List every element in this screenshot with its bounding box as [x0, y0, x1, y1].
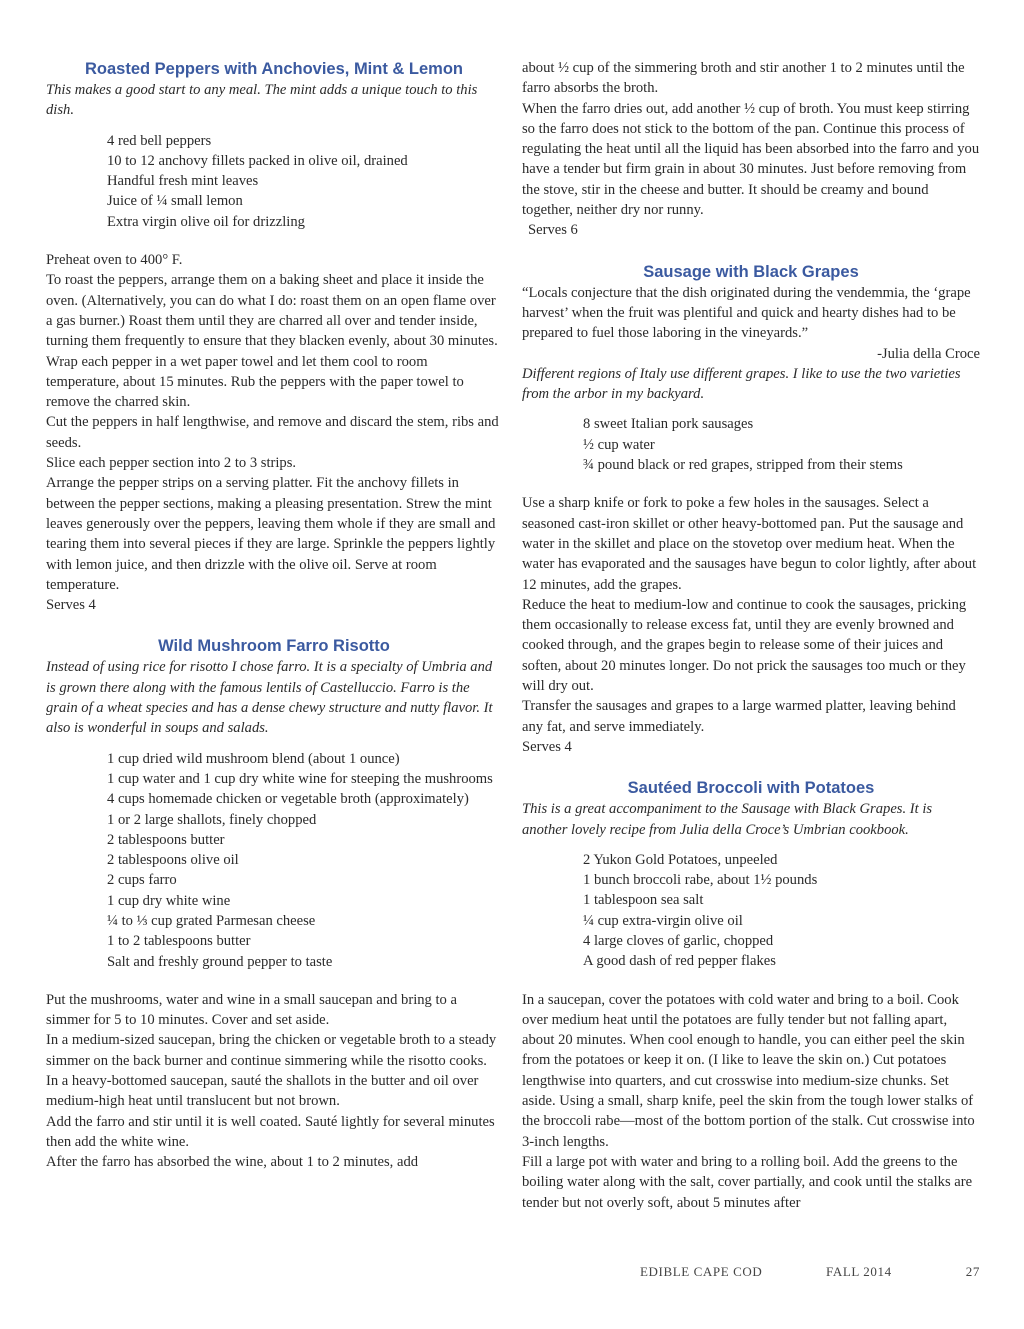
- ingredient-item: Handful fresh mint leaves: [107, 173, 259, 190]
- instruction-paragraph: Use a sharp knife or fork to poke a few holes in the sausages. Select a seasoned cast-iron skillet or other heavy-bottomed pan. Put the sausage and water in the skillet and place on the stovetop over medium heat. When the water has evaporated and the sausages have begun to color lightly, after about 12 minutes, add the grapes.: [522, 495, 977, 593]
- ingredient-list-risotto: [46, 749, 502, 972]
- ingredient-item: 4 large cloves of garlic, chopped: [583, 932, 774, 949]
- instruction-paragraph: When the farro dries out, add another ½ cup of broth. You must keep stirring so the farro does not stick to the bottom of the pan. Continue this process of regulating the heat until all the liquid has been absorbed into the farro and you have a tender but firm grain in about 30 minutes. Just before removing from the stove, stir in the cheese and butter. It should be creamy and bound together, neither dry nor runny.: [522, 100, 980, 219]
- issue-label: FALL 2014: [826, 1264, 892, 1279]
- recipe-title-risotto: Wild Mushroom Farro Risotto: [158, 637, 390, 656]
- instruction-paragraph: Wrap each pepper in a wet paper towel and let them cool to room temperature, about 15 minutes. Rub the peppers with the paper towel to remove the charred skin.: [46, 353, 464, 411]
- instruction-paragraph: Add the farro and stir until it is well coated. Sauté lightly for several minutes then add the white wine.: [46, 1113, 495, 1150]
- ingredient-item: 2 tablespoons butter: [107, 831, 225, 848]
- instruction-paragraph: After the farro has absorbed the wine, about 1 to 2 minutes, add: [46, 1154, 419, 1171]
- recipe-intro-risotto: Instead of using rice for risotto I chose farro. It is a specialty of Umbria and is grown there along with the famous lentils of Castelluccio. Farro is the grain of a wheat species and has a dense chewy structure and nutty flavor. It also is wonderful in soups and salads.: [46, 659, 493, 737]
- ingredient-item: 1 bunch broccoli rabe, about 1½ pounds: [583, 872, 818, 889]
- ingredient-item: Extra virgin olive oil for drizzling: [107, 213, 305, 230]
- right-column: [522, 58, 980, 1213]
- page-number: 27: [965, 1264, 980, 1279]
- ingredient-item: 1 cup water and 1 cup dry white wine for steeping the mushrooms: [107, 770, 493, 787]
- ingredient-item: 8 sweet Italian pork sausages: [583, 416, 754, 433]
- ingredient-item: ¼ to ⅓ cup grated Parmesan cheese: [107, 912, 316, 929]
- instruction-paragraph: Fill a large pot with water and bring to a rolling boil. Add the greens to the boiling water along with the salt, cover partially, and cook until the stalks are tender but not overly soft, about 5 minutes after: [522, 1153, 973, 1211]
- quote-attribution: -Julia della Croce: [877, 345, 980, 362]
- ingredient-item: 1 or 2 large shallots, finely chopped: [107, 811, 317, 828]
- publication-name: EDIBLE CAPE COD: [640, 1264, 763, 1279]
- recipe-title-broccoli: Sautéed Broccoli with Potatoes: [627, 779, 875, 798]
- ingredient-item: 2 tablespoons olive oil: [107, 852, 239, 869]
- ingredient-item: Salt and freshly ground pepper to taste: [107, 953, 333, 970]
- ingredient-item: ½ cup water: [583, 436, 655, 453]
- ingredient-list-sausage: [522, 414, 980, 475]
- ingredient-item: ¼ cup extra-virgin olive oil: [583, 912, 743, 929]
- instruction-paragraph: Arrange the pepper strips on a serving platter. Fit the anchovy fillets in between the pepper sections, making a pleasing presentation. Strew the mint leaves generously over the peppers, leaving them whole if they are small and tearing them into several pieces if they are large. Sprinkle the peppers lightly with lemon juice, and then drizzle with the olive oil. Serve at room temperature.: [46, 475, 496, 593]
- instruction-paragraph: To roast the peppers, arrange them on a baking sheet and place it inside the oven. (Alternatively, you can do what I do: roast them on an open flame over a gas burner.) Roast them until they are charred all over and tender inside, turning them frequently to ensure that they blacken evenly, about 30 minutes.: [46, 272, 498, 350]
- serves-note-risotto: Serves 6: [528, 222, 578, 239]
- instruction-paragraph: In a saucepan, cover the potatoes with cold water and bring to a boil. Cook over medium heat until the potatoes are fully tender but not falling apart, about 20 minutes. When cool enough to handle, you can either peel the skin from the potatoes or keep it on. (I like to leave the skin on.) Cut potatoes lengthwise into quarters, and cut crosswise into medium-size chunks. Set aside. Using a small, sharp knife, peel the skin from the tough lower stalks of the broccoli rabe—most of the bottom portion of the stalk. Cut crosswise into 3-inch lengths.: [522, 991, 975, 1150]
- recipe-title-sausage: Sausage with Black Grapes: [643, 262, 859, 281]
- left-column: [46, 58, 502, 1173]
- preheat-instruction: Preheat oven to 400° F.: [46, 252, 183, 269]
- ingredient-item: 1 cup dried wild mushroom blend (about 1 ounce): [107, 750, 400, 767]
- ingredient-item: Juice of ¼ small lemon: [107, 193, 243, 210]
- ingredient-item: 2 Yukon Gold Potatoes, unpeeled: [583, 851, 778, 868]
- ingredient-item: 10 to 12 anchovy fillets packed in olive oil, drained: [107, 152, 408, 169]
- ingredient-list-broccoli: [522, 850, 980, 972]
- instruction-paragraph: In a medium-sized saucepan, bring the chicken or vegetable broth to a steady simmer on the back burner and continue simmering while the risotto cooks. In a heavy-bottomed saucepan, sauté the shallots in the butter and oil over medium-high heat until translucent but not brown.: [46, 1032, 497, 1110]
- serves-note-sausage: Serves 4: [522, 738, 572, 755]
- ingredient-item: 2 cups farro: [107, 872, 177, 889]
- ingredient-item: 1 to 2 tablespoons butter: [107, 933, 251, 950]
- ingredient-item: 1 tablespoon sea salt: [583, 892, 704, 909]
- ingredient-item: A good dash of red pepper flakes: [583, 953, 776, 970]
- instruction-paragraph: about ½ cup of the simmering broth and stir another 1 to 2 minutes until the farro absorbs the broth.: [522, 60, 965, 97]
- recipe-intro-broccoli: This is a great accompaniment to the Sausage with Black Grapes. It is another lovely recipe from Julia della Croce’s Umbrian cookbook.: [522, 801, 933, 838]
- ingredient-item: ¾ pound black or red grapes, stripped from their stems: [583, 457, 903, 474]
- recipe-quote-sausage: “Locals conjecture that the dish originated during the vendemmia, the ‘grape harvest’ when the fruit was plentiful and quick and hearty dishes had to be prepared to fuel those laboring in the vineyards.”: [522, 284, 971, 342]
- recipe-title-peppers: Roasted Peppers with Anchovies, Mint & Lemon: [84, 60, 464, 78]
- instruction-paragraph: Slice each pepper section into 2 to 3 strips.: [46, 455, 297, 472]
- ingredient-item: 1 cup dry white wine: [107, 892, 231, 909]
- instruction-paragraph: Reduce the heat to medium-low and continue to cook the sausages, pricking them occasionally to release excess fat, until they are evenly browned and cooked through, and the grapes begin to release some of their juices and soften, about 20 minutes longer. Do not prick the sausages too much or they will dry out.: [522, 596, 967, 695]
- ingredient-list-peppers: [46, 131, 502, 232]
- serves-note-peppers: Serves 4: [46, 597, 96, 614]
- ingredient-item: 4 cups homemade chicken or vegetable broth (approximately): [107, 791, 469, 808]
- recipe-intro-peppers: This makes a good start to any meal. The mint adds a unique touch to this dish.: [46, 82, 478, 119]
- recipe-intro-sausage: Different regions of Italy use different grapes. I like to use the two varieties from the arbor in my backyard.: [522, 365, 961, 403]
- instruction-paragraph: Put the mushrooms, water and wine in a small saucepan and bring to a simmer for 5 to 10 minutes. Cover and set aside.: [46, 991, 457, 1029]
- instruction-paragraph: Transfer the sausages and grapes to a large warmed platter, leaving behind any fat, and serve immediately.: [522, 698, 956, 735]
- ingredient-item: 4 red bell peppers: [107, 132, 212, 149]
- instruction-paragraph: Cut the peppers in half lengthwise, and remove and discard the stem, ribs and seeds.: [46, 414, 499, 451]
